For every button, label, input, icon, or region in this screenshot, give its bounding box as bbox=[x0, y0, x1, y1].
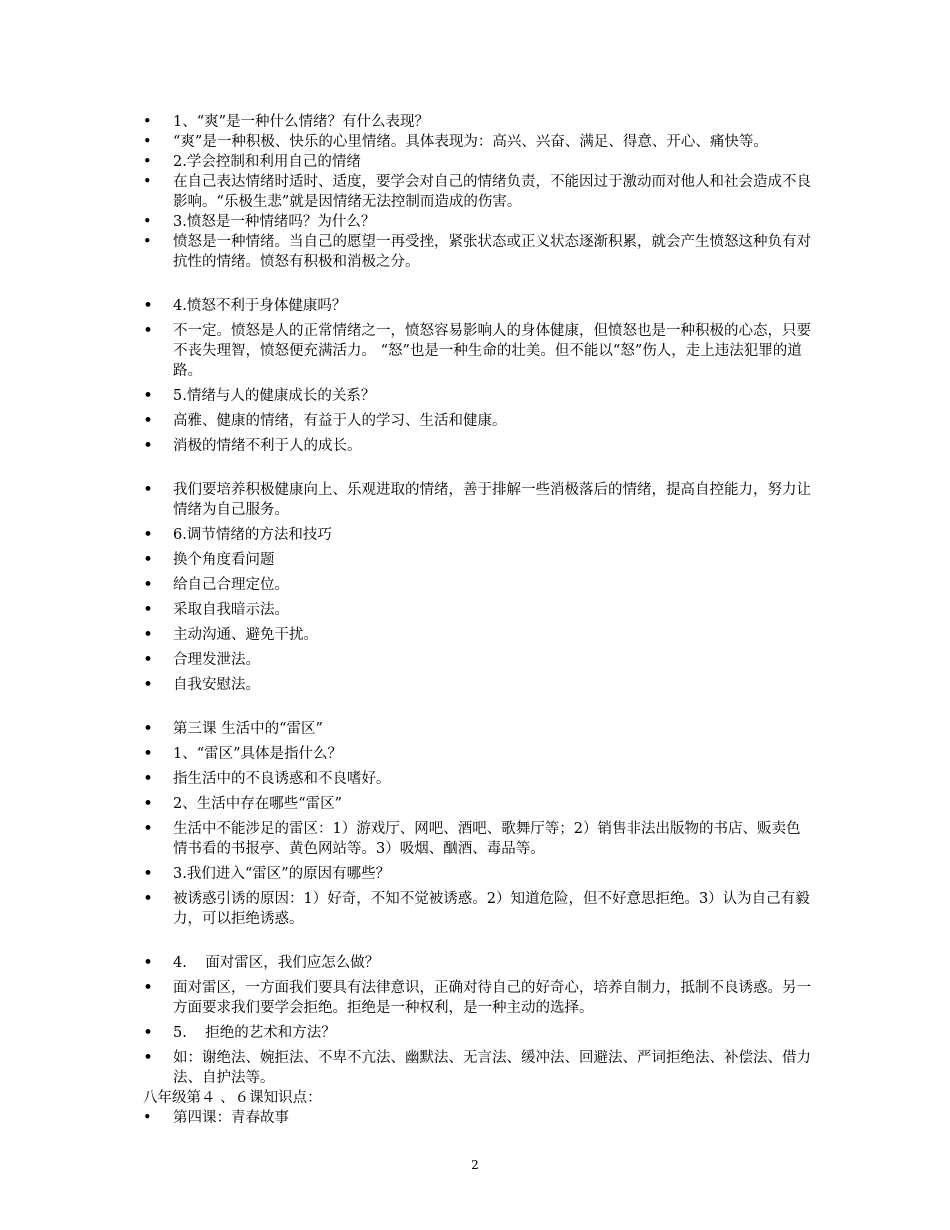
list-item: • 给自己合理定位。 bbox=[143, 575, 289, 595]
bullet-icon: • bbox=[143, 436, 154, 456]
list-item: • 4. 面对雷区，我们应怎么做？ bbox=[143, 953, 380, 973]
bullet-icon: • bbox=[143, 650, 154, 670]
bullet-icon: • bbox=[143, 114, 152, 130]
list-item: • 3.愤怒是一种情绪吗？为什么？ bbox=[143, 214, 376, 230]
list-item: • 2.学会控制和利用自己的情绪 bbox=[143, 154, 361, 170]
bullet-icon: • bbox=[143, 744, 154, 764]
list-item: • 不一定。愤怒是人的正常情绪之一，愤怒容易影响人的身体健康，但愤怒也是一种积极的心态，只要不丧失理智，愤怒便充满活力。 “怒”也是一种生命的壮美。但不能以“怒”伤人，走上违法犯罪的道路。 bbox=[143, 321, 811, 379]
list-item: • 被诱惑引诱的原因：1）好奇，不知不觉被诱惑。2）知道危险，但不好意思拒绝。3）认为自己有毅力，可以拒绝诱惑。 bbox=[143, 889, 810, 927]
list-item: • 5.情绪与人的健康成长的关系？ bbox=[143, 386, 376, 406]
bullet-icon: • bbox=[143, 600, 154, 620]
list-item: • 合理发泄法。 bbox=[143, 650, 260, 670]
bullet-icon: • bbox=[143, 819, 154, 839]
bullet-icon: • bbox=[143, 794, 154, 814]
list-item: • 换个角度看问题 bbox=[143, 550, 275, 570]
list-item: • 高雅、健康的情绪，有益于人的学习、生活和健康。 bbox=[143, 411, 507, 431]
list-item: • 自我安慰法。 bbox=[143, 675, 260, 695]
page-number: 2 bbox=[471, 1158, 479, 1172]
bullet-icon: • bbox=[143, 214, 152, 230]
page-content bbox=[143, 112, 813, 1128]
list-item: • 5. 拒绝的艺术和方法？ bbox=[143, 1023, 336, 1043]
bullet-icon: • bbox=[143, 296, 154, 316]
bullet-icon: • bbox=[143, 550, 154, 570]
bullet-icon: • bbox=[143, 719, 154, 739]
list-item: • 第四课：青春故事 bbox=[143, 1110, 289, 1126]
list-item: • 1、“爽”是一种什么情绪？有什么表现？ bbox=[143, 114, 430, 130]
bullet-icon: • bbox=[143, 675, 154, 695]
list-item: • 消极的情绪不利于人的成长。 bbox=[143, 436, 362, 456]
list-item: • 面对雷区，一方面我们要具有法律意识，正确对待自己的好奇心，培养自制力，抵制不良诱惑。另一方面要求我们要学会拒绝。拒绝是一种权利，是一种主动的选择。 bbox=[143, 978, 811, 1016]
bullet-icon: • bbox=[143, 386, 154, 406]
list-item: • 如：谢绝法、婉拒法、不卑不亢法、幽默法、无言法、缓冲法、回避法、严词拒绝法、补偿法、借力法、自护法等。 bbox=[143, 1048, 811, 1086]
bullet-icon: • bbox=[143, 1110, 152, 1126]
list-item: • 6.调节情绪的方法和技巧 bbox=[143, 525, 332, 545]
bullet-icon: • bbox=[143, 625, 154, 645]
list-item: • 4.愤怒不利于身体健康吗？ bbox=[143, 296, 347, 316]
list-item: • “爽”是一种积极、快乐的心里情绪。具体表现为：高兴、兴奋、满足、得意、开心、痛快等。 bbox=[143, 134, 768, 150]
list-item: • 1、“雷区”具体是指什么？ bbox=[143, 744, 343, 764]
bullet-icon: • bbox=[143, 978, 154, 998]
bullet-icon: • bbox=[143, 154, 152, 170]
bullet-icon: • bbox=[143, 134, 152, 150]
list-item: • 2、生活中存在哪些“雷区” bbox=[143, 794, 343, 814]
section-heading: 八年级第４ 、６课知识点： bbox=[143, 1090, 322, 1106]
bullet-icon: • bbox=[143, 234, 152, 250]
bullet-icon: • bbox=[143, 411, 154, 431]
list-item: • 在自己表达情绪时适时、适度，要学会对自己的情绪负责，不能因过于激动而对他人和社会造成不良影响。“乐极生悲”就是因情绪无法控制而造成的伤害。 bbox=[143, 174, 811, 210]
bullet-icon: • bbox=[143, 864, 154, 884]
bullet-icon: • bbox=[143, 525, 154, 545]
list-item: • 愤怒是一种情绪。当自己的愿望一再受挫，紧张状态或正义状态逐渐积累，就会产生愤怒这种负有对抗性的情绪。愤怒有积极和消极之分。 bbox=[143, 234, 811, 270]
list-item: • 3.我们进入“雷区”的原因有哪些？ bbox=[143, 864, 391, 884]
bullet-icon: • bbox=[143, 480, 154, 500]
bullet-icon: • bbox=[143, 889, 154, 909]
list-item: • 我们要培养积极健康向上、乐观进取的情绪，善于排解一些消极落后的情绪，提高自控能力，努力让情绪为自己服务。 bbox=[143, 480, 811, 518]
bullet-icon: • bbox=[143, 321, 154, 341]
bullet-icon: • bbox=[143, 174, 152, 190]
bullet-icon: • bbox=[143, 1023, 154, 1043]
list-item: • 第三课 生活中的“雷区” bbox=[143, 719, 323, 739]
bullet-icon: • bbox=[143, 575, 154, 595]
list-item: • 生活中不能涉足的雷区：1）游戏厅、网吧、酒吧、歌舞厅等；2）销售非法出版物的书店、贩卖色情书看的书报亭、黄色网站等。3）吸烟、酗酒、毒品等。 bbox=[143, 819, 801, 857]
bullet-icon: • bbox=[143, 769, 154, 789]
list-item: • 采取自我暗示法。 bbox=[143, 600, 289, 620]
bullet-icon: • bbox=[143, 1048, 154, 1068]
list-item: • 主动沟通、避免干扰。 bbox=[143, 625, 318, 645]
list-item: • 指生活中的不良诱惑和不良嗜好。 bbox=[143, 769, 391, 789]
bullet-icon: • bbox=[143, 953, 154, 973]
